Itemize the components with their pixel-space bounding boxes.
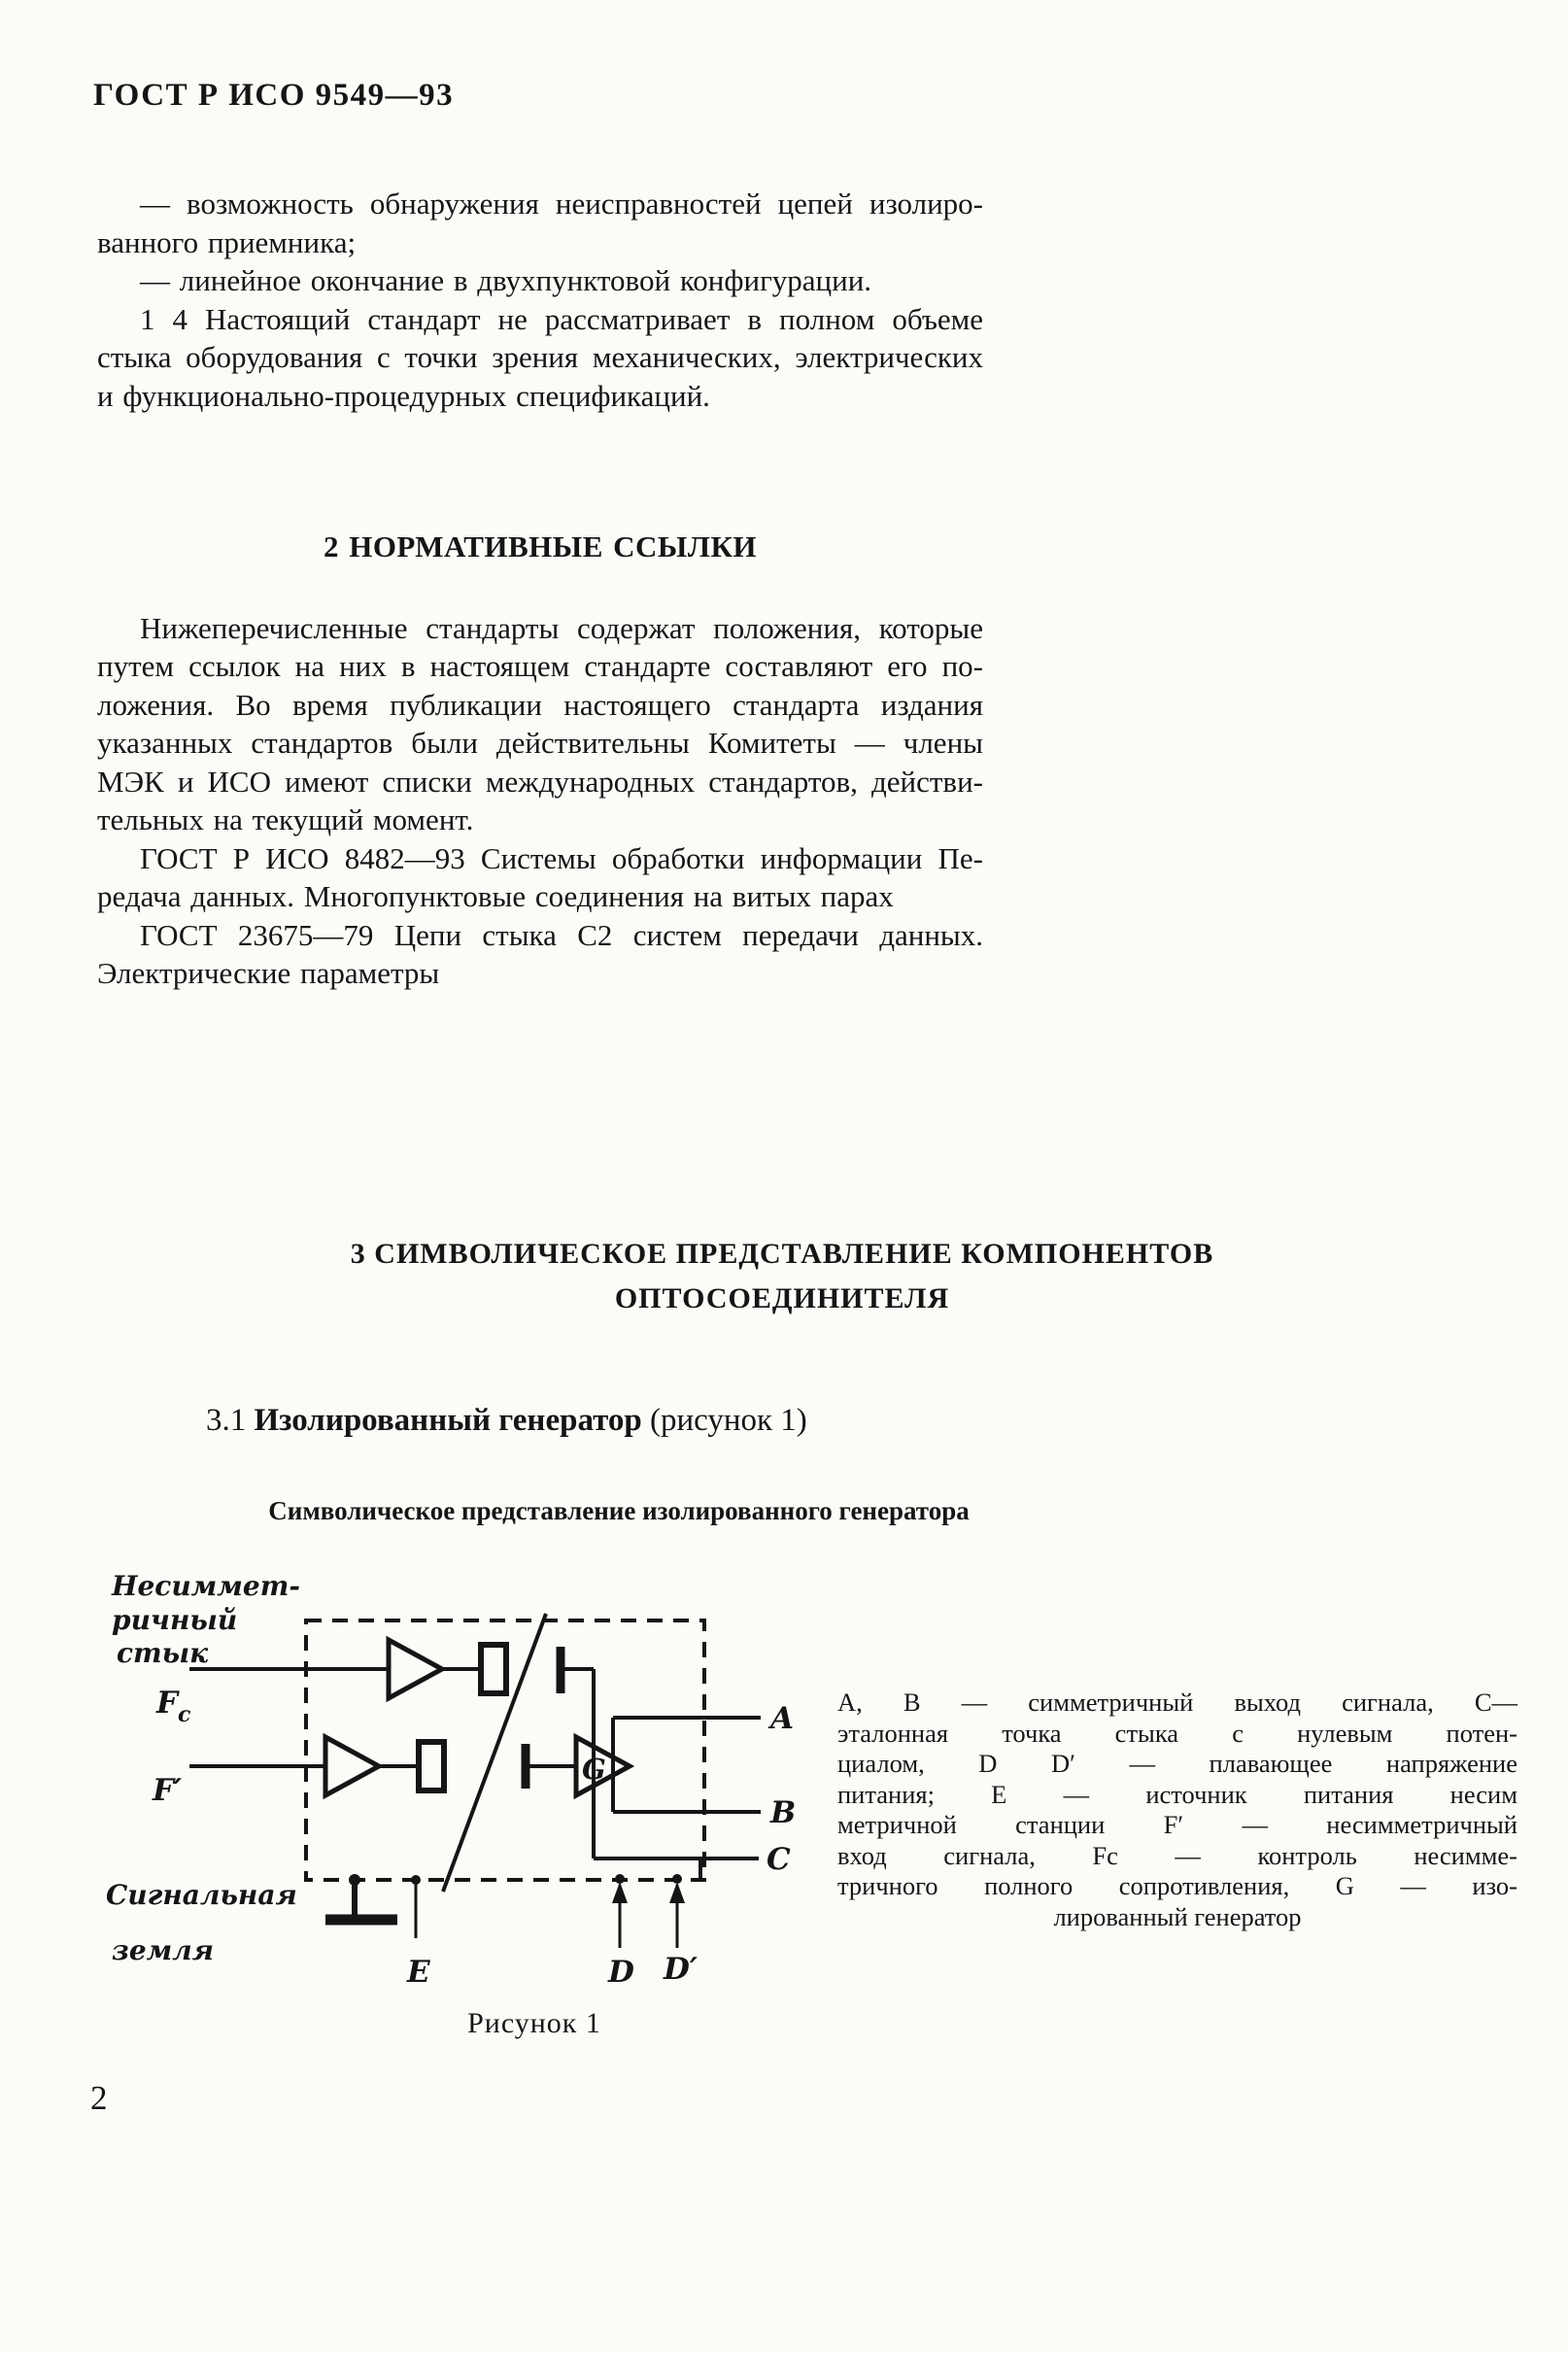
label-unbalanced-interface-line2: ричный [112, 1604, 238, 1636]
paragraph-gost-8482 [97, 839, 983, 916]
text-line: эталонная точка стыка с нулевым потен- [837, 1718, 1517, 1748]
d-prime-arrowhead-icon [669, 1882, 685, 1903]
f-prime-amplifier-triangle [325, 1737, 379, 1795]
paragraph-gost-23675 [97, 916, 983, 993]
paragraph-dash-item-2 [97, 261, 983, 300]
label-c: C [767, 1842, 791, 1877]
label-e: E [407, 1955, 430, 1990]
text-line: А, В — симметричный выход сигнала, С— [837, 1688, 1517, 1717]
paragraph-dash-item-1 [97, 185, 983, 261]
subsection-title: Изолированный генератор [254, 1403, 642, 1438]
figure-title: Символическое представление изолированного генератора [268, 1496, 970, 1525]
f-prime-isolation-element [419, 1742, 444, 1790]
label-g-generator: G [582, 1753, 606, 1786]
text-line: метричной станции F′ — несимметричный [837, 1810, 1517, 1839]
document-standard-number: ГОСТ Р ИСО 9549—93 [93, 78, 455, 113]
e-junction-dot [411, 1875, 421, 1885]
label-b: B [770, 1795, 797, 1830]
label-d: D [608, 1955, 634, 1990]
text-line: — возможность обнаружения неисправностей цепей изолиро- [140, 187, 983, 221]
label-unbalanced-interface-line1: Несиммет- [112, 1570, 300, 1602]
isolation-barrier-line [443, 1614, 546, 1892]
label-signal-ground-line1: Сигнальная [106, 1879, 297, 1911]
isolated-generator-diagram [92, 1540, 811, 2016]
text-line: циалом, D D′ — плавающее напряжение [837, 1749, 1517, 1778]
text-line: тричного полного сопротивления, G — изо- [837, 1871, 1517, 1900]
d-arrowhead-icon [612, 1882, 628, 1903]
paragraph-normative-refs [97, 609, 983, 839]
figure-legend [837, 1688, 1517, 1932]
subsection-figure-ref: (рисунок 1) [649, 1403, 807, 1438]
fc-amplifier-triangle [389, 1640, 442, 1698]
text-line: Электрические параметры [97, 956, 440, 990]
text-line: ГОСТ Р ИСО 8482—93 Системы обработки информации Пе- [140, 840, 983, 875]
text-line: путем ссылок на них в настоящем стандарте составляют его по- [97, 649, 983, 683]
text-line: и функционально-процедурных спецификаций. [97, 378, 710, 413]
text-line: ванного приемника; [97, 224, 357, 259]
label-fc: $F_c$ [156, 1686, 191, 1727]
figure-caption: Рисунок 1 [467, 2007, 601, 2039]
page-number: 2 [90, 2079, 108, 2117]
subsection-3-1-heading [206, 1403, 807, 1439]
label-a: A [770, 1701, 795, 1736]
text-line: 1 4 Настоящий стандарт не рассматривает в полном объеме [140, 301, 983, 336]
text-line: ложения. Во время публикации настоящего стандарта издания [97, 687, 983, 722]
fc-isolation-element [481, 1645, 506, 1693]
text-line: питания; Е — источник питания несим [837, 1779, 1517, 1809]
text-line: лированный генератор [1053, 1901, 1302, 1931]
label-unbalanced-interface-line3: стык [117, 1637, 209, 1669]
label-f-prime: F′ [153, 1773, 183, 1808]
ground-junction-dot [349, 1874, 360, 1886]
text-line: Нижеперечисленные стандарты содержат положения, которые [140, 610, 983, 645]
subsection-number: 3.1 [206, 1403, 247, 1438]
text-line: тельных на текущий момент. [97, 802, 474, 836]
text-line: МЭК и ИСО имеют списки международных стандартов, действи- [97, 764, 983, 799]
text-line: указанных стандартов были действительны Комитеты — члены [97, 726, 983, 760]
text-line: вход сигнала, Fc — контроль несимме- [837, 1840, 1517, 1870]
label-signal-ground-line2: земля [112, 1934, 215, 1966]
section-2-heading: 2 НОРМАТИВНЫЕ ССЫЛКИ [323, 529, 758, 563]
body-text-column [97, 185, 983, 993]
text-line: редача данных. Многопунктовые соединения на витых парах [97, 879, 894, 913]
text-line: 3 СИМВОЛИЧЕСКОЕ ПРЕДСТАВЛЕНИЕ КОМПОНЕНТОВ [350, 1238, 1214, 1270]
text-line: ОПТОСОЕДИНИТЕЛЯ [614, 1282, 950, 1314]
text-line: стыка оборудования с точки зрения механических, электрических [97, 340, 983, 374]
label-d-prime: D′ [664, 1952, 699, 1987]
text-line: ГОСТ 23675—79 Цепи стыка С2 систем передачи данных. [140, 917, 983, 952]
text-line: — линейное окончание в двухпунктовой конфигурации. [140, 263, 872, 297]
paragraph-1-4 [97, 300, 983, 416]
section-3-heading [136, 1232, 1428, 1321]
